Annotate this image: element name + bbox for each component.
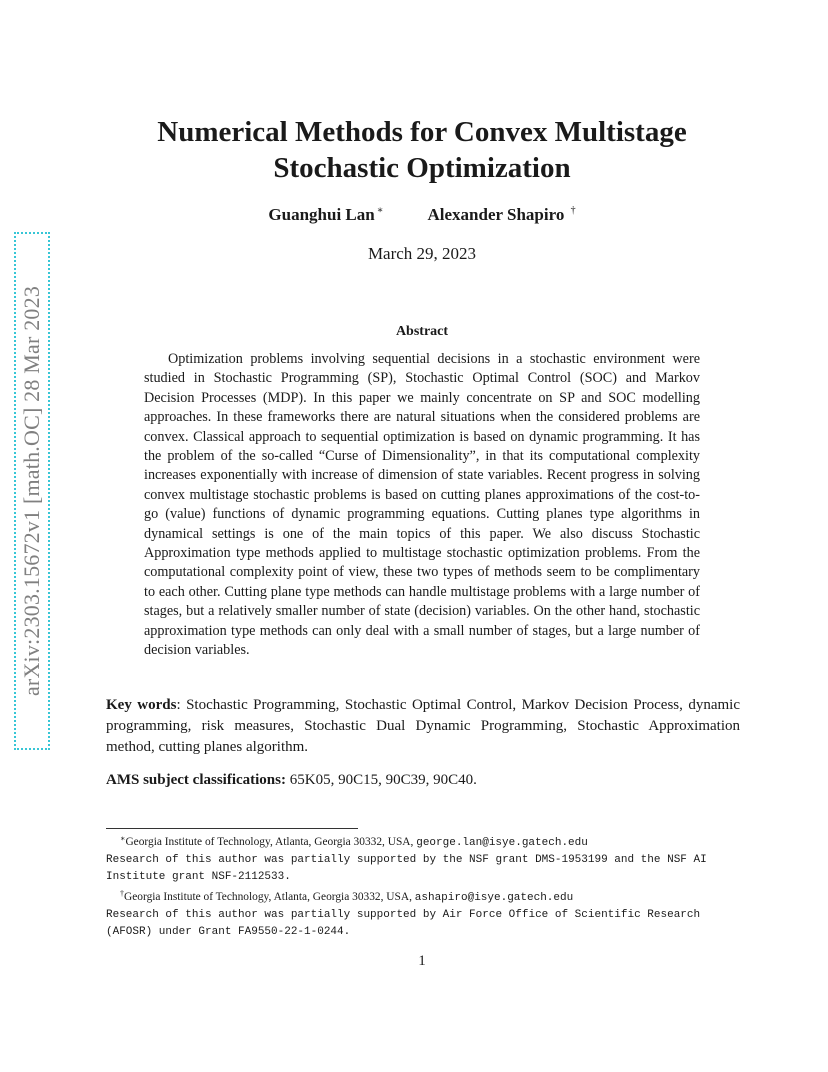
email-link[interactable]: ashapiro@isye.gatech.edu bbox=[414, 892, 574, 904]
keywords-paragraph bbox=[106, 695, 740, 758]
footnote-shapiro bbox=[106, 889, 740, 940]
title-line-2: Stochastic Optimization bbox=[273, 152, 571, 184]
email-link[interactable]: george.lan@isye.gatech.edu bbox=[416, 837, 588, 849]
footnote-lan bbox=[106, 834, 740, 885]
footnote-mark: † bbox=[120, 889, 124, 898]
footnotes bbox=[106, 834, 740, 940]
author-list bbox=[100, 205, 744, 225]
author-lan bbox=[268, 205, 383, 225]
ams-text: 65K05, 90C15, 90C39, 90C40. bbox=[286, 772, 477, 788]
author-name: Alexander Shapiro bbox=[427, 205, 565, 224]
footnote-divider bbox=[106, 828, 358, 829]
page-number: 1 bbox=[418, 953, 426, 969]
author-shapiro bbox=[428, 205, 576, 225]
keywords-text: : Stochastic Programming, Stochastic Optimal Control, Markov Decision Process, dynamic programming, risk measures, Stochastic Dual Dynamic Programming, Stochastic Approximation method, cutting planes algorithm. bbox=[106, 697, 740, 755]
footnote-affiliation: Georgia Institute of Technology, Atlanta, Georgia 30332, USA, bbox=[124, 891, 415, 903]
publication-date: March 29, 2023 bbox=[367, 244, 477, 263]
footnote-mark: ∗ bbox=[120, 834, 126, 843]
abstract-text: Optimization problems involving sequential decisions in a stochastic environment were studied in Stochastic Programming (SP), Stochastic Optimal Control (SOC) and Markov Decision Processes (MDP). In this paper we mainly concentrate on SP and SOC modelling approaches. In these frameworks there are natural situations when the considered problems are convex. Classical approach to sequential optimization is based on dynamic programming. It has the problem of the so-called “Curse of Dimensionality”, in that its computational complexity increases exponentially with increase of dimension of state variables. Recent progress in solving convex multistage stochastic problems is based on cutting planes approximations of the cost-to-go (value) functions of dynamic programming equations. Cutting planes type algorithms in dynamical settings is one of the main topics of this paper. We also discuss Stochastic Approximation type methods applied to multistage stochastic optimization problems. From the computational complexity point of view, these two types of methods seem to be complimentary to each other. Cutting plane type methods can handle multistage problems with a large number of stages, but a relatively smaller number of state (decision) variables. On the other hand, stochastic approximation type methods can only deal with a small number of stages, but a large number of decision variables. bbox=[144, 351, 700, 659]
author-name: Guanghui Lan bbox=[268, 205, 375, 224]
paper-title bbox=[100, 114, 744, 186]
footnote-mark: ∗ bbox=[376, 205, 384, 216]
footnote-support: Research of this author was partially supported by Air Force Office of Scientific Research (AFOSR) under Grant FA9550-22-1-0244. bbox=[106, 909, 701, 938]
ams-classifications bbox=[106, 772, 740, 789]
keywords-label: Key words bbox=[106, 697, 177, 713]
arxiv-stamp[interactable] bbox=[14, 232, 50, 750]
title-line-1: Numerical Methods for Convex Multistage bbox=[157, 116, 687, 148]
ams-label: AMS subject classifications: bbox=[106, 772, 286, 788]
footnote-mark: † bbox=[570, 205, 576, 216]
arxiv-identifier: arXiv:2303.15672v1 [math.OC] 28 Mar 2023 bbox=[19, 285, 44, 697]
footnote-support: Research of this author was partially supported by the NSF grant DMS-1953199 and the NSF AI Institute grant NSF-2112533. bbox=[106, 854, 707, 883]
footnote-affiliation: Georgia Institute of Technology, Atlanta, Georgia 30332, USA, bbox=[125, 836, 417, 848]
abstract-heading: Abstract bbox=[395, 324, 449, 339]
